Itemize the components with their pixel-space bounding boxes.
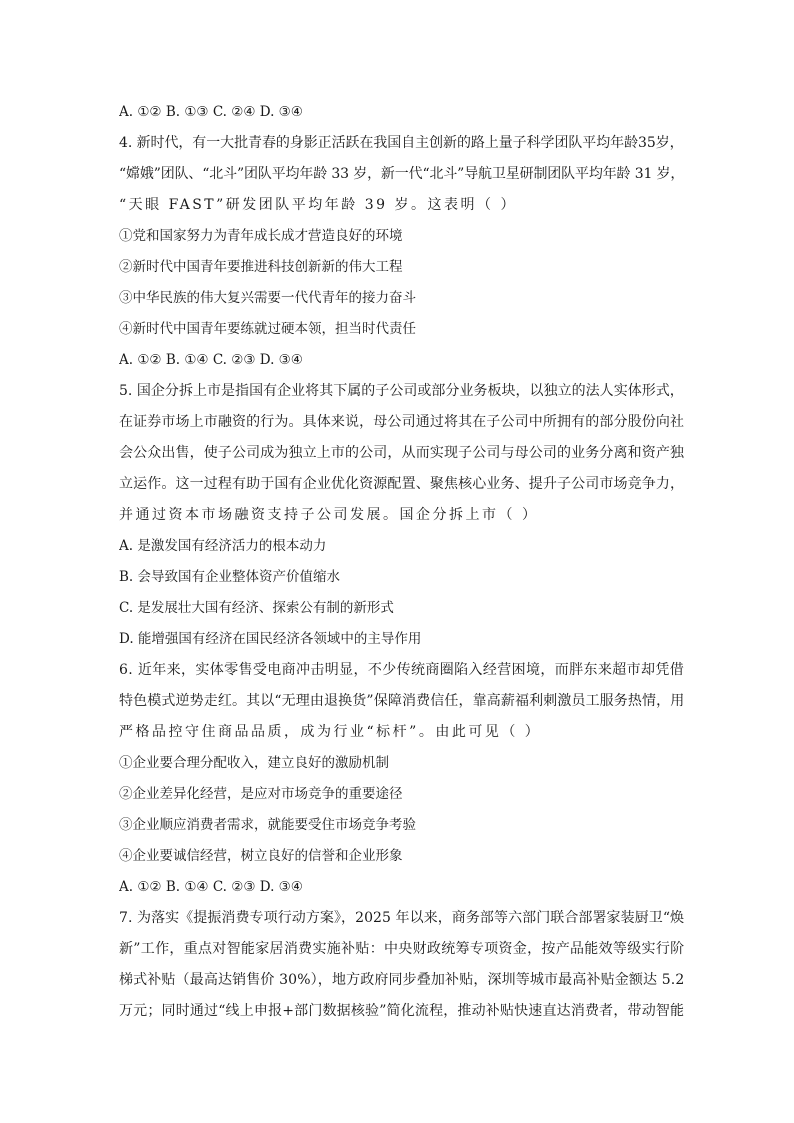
answer-choices-line: A. ①② B. ①④ C. ②③ D. ③④: [119, 352, 303, 368]
paragraph-line: 梯式补贴（最高达销售价 30%），地方政府同步叠加补贴，深圳等城市最高补贴金额达 5.2: [119, 972, 684, 988]
option-line: ①党和国家努力为青年成长成才营造良好的环境: [119, 228, 403, 244]
paragraph-line: “嫦娥”团队、“北斗”团队平均年龄 33 岁，新一代“北斗”导航卫星研制团队平均年龄 31 岁，: [119, 166, 684, 182]
option-line: ③中华民族的伟大复兴需要一代代青年的接力奋斗: [119, 290, 416, 306]
option-line: ④企业要诚信经营，树立良好的信誉和企业形象: [119, 848, 403, 864]
paragraph-line: 严格品控守住商品品质，成为行业“标杆”。由此可见（ ）: [119, 724, 542, 740]
option-line: ③企业顺应消费者需求，就能要受住市场竞争考验: [119, 817, 416, 833]
paragraph-line: 5. 国企分拆上市是指国有企业将其下属的子公司或部分业务板块，以独立的法人实体形式，: [119, 383, 684, 399]
paragraph-line: 7. 为落实《提振消费专项行动方案》，2025 年以来，商务部等六部门联合部署家装厨卫“焕: [119, 910, 684, 926]
answer-choices-line: A. ①② B. ①③ C. ②④ D. ③④: [119, 104, 303, 120]
paragraph-line: 立运作。这一过程有助于国有企业优化资源配置、聚焦核心业务、提升子公司市场竞争力，: [119, 476, 684, 492]
option-line: B. 会导致国有企业整体资产价值缩水: [119, 569, 341, 585]
answer-choices-line: A. ①② B. ①④ C. ②③ D. ③④: [119, 879, 303, 895]
paragraph-line: 6. 近年来，实体零售受电商冲击明显，不少传统商圈陷入经营困境，而胖东来超市却凭借: [119, 662, 684, 678]
option-line: C. 是发展壮大国有经济、探索公有制的新形式: [119, 600, 394, 616]
document-body: [119, 100, 684, 1030]
paragraph-line: 万元；同时通过“线上申报+部门数据核验”简化流程，推动补贴快速直达消费者，带动智能: [119, 1003, 684, 1019]
option-line: A. 是激发国有经济活力的根本动力: [119, 538, 327, 554]
option-line: D. 能增强国有经济在国民经济各领域中的主导作用: [119, 631, 422, 647]
option-line: ②新时代中国青年要推进科技创新新的伟大工程: [119, 259, 403, 275]
option-line: ②企业差异化经营，是应对市场竞争的重要途径: [119, 786, 403, 802]
paragraph-line: 并通过资本市场融资支持子公司发展。国企分拆上市（ ）: [119, 507, 539, 523]
paragraph-line: 会公众出售，使子公司成为独立上市的公司，从而实现子公司与母公司的业务分离和资产独: [119, 445, 684, 461]
paragraph-line: 4. 新时代，有一大批青春的身影正活跃在我国自主创新的路上量子科学团队平均年龄35岁，: [119, 135, 684, 151]
option-line: ④新时代中国青年要练就过硬本领，担当时代责任: [119, 321, 416, 337]
option-line: ①企业要合理分配收入，建立良好的激励机制: [119, 755, 389, 771]
paragraph-line: 在证券市场上市融资的行为。具体来说，母公司通过将其在子公司中所拥有的部分股份向社: [119, 414, 684, 430]
paragraph-line: 新”工作，重点对智能家居消费实施补贴：中央财政统筹专项资金，按产品能效等级实行阶: [119, 941, 684, 957]
paragraph-line: 特色模式逆势走红。其以“无理由退换货”保障消费信任，靠高薪福利刺激员工服务热情，用: [119, 693, 684, 709]
paragraph-line: “天眼 FAST”研发团队平均年龄 39 岁。这表明（ ）: [119, 197, 517, 213]
